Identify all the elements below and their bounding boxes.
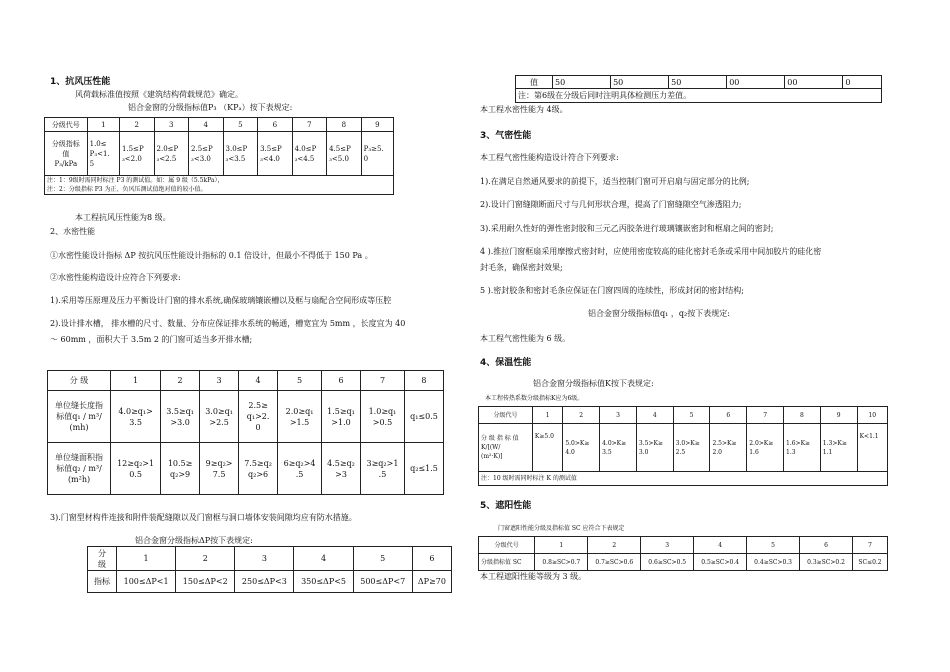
table-cell: 2.5≥ q₁>2. 0 [239,391,278,443]
header-cell: 3 [235,547,294,571]
header-cell: 6 [258,118,293,132]
table-caption: 铝合金窗分级指标值q₁ ，q₂按下表规定: [588,309,730,318]
table-note-row [479,472,888,486]
table-cell: SC≤0.2 [852,554,887,571]
header-cell: 4 [189,118,224,132]
header-cell: 2 [161,371,200,391]
paragraph: 封毛条，确保密封效果; [480,263,563,272]
table-caption: 门窗遮阳性能分级及指标值 SC 应符合下表规定 [498,525,625,532]
table-caption: 铝合金窗分级指标ΔP按下表规定: [135,536,253,545]
table-header-row [479,407,888,424]
table-cell: 4.0≥q₁> 3.5 [111,391,161,443]
table-cell: 3.5≥q₁ >3.0 [161,391,200,443]
table-row [48,443,444,495]
header-cell: 10 [857,407,887,424]
table-cell: 3.5>K≥ 3.0 [636,424,673,472]
table-cell: 2.0>K≥ 1.6 [747,424,784,472]
table-caption: 铝合金窗的分级指标值P₃ （KPₐ）按下表规定: [128,103,293,112]
table-cell: 3.0≥q₁ >2.5 [200,391,239,443]
table-cell: 1.0≥q₁ >0.5 [361,391,405,443]
header-cell: 3 [600,407,637,424]
header-cell: 5 [353,547,412,571]
table-cell: 3.0≤P ₃<3.5 [223,132,258,176]
table-cell: 4.5≤P ₃<5.0 [327,132,362,176]
header-cell: 分级代号 [479,407,533,424]
paragraph: 5 ).密封胶条和密封毛条应保证在门窗四周的连续性，形成封闭的密封结构; [480,286,744,295]
table-cell: 3≥q₂>1 .5 [361,443,405,495]
header-cell: 6 [800,537,853,554]
header-cell: 分 级 [88,547,117,571]
header-cell: 7 [852,537,887,554]
table-cell: 2.0≥q₁ >1.5 [278,391,322,443]
table-cell: 6≥q₂>4 .5 [278,443,322,495]
table-cell: 1.5≤P ₃<2.0 [120,132,155,176]
paragraph: 3).门窗型材构件连接和附件装配缝隙以及门窗框与洞口墙体安装间隙均应有防水措施。 [50,513,357,522]
table-cell: 1.6>K≥ 1.3 [784,424,821,472]
header-cell: 6 [412,547,451,571]
table-cell: 0.4≥SC>0.3 [747,554,800,571]
header-cell: 2 [563,407,600,424]
section-title-shading: 5、遮阳性能 [480,501,532,511]
table-header-row [88,547,452,571]
paragraph: 风荷载标准值按照《建筑结构荷载规范》确定。 [75,90,243,99]
header-cell: 1 [532,407,562,424]
header-cell: 4 [694,537,747,554]
table-note: 注：10 级时需同时标注 K 的测试值 [479,472,888,486]
header-cell: 4 [294,547,353,571]
wind-pressure-table [44,117,394,195]
section-title-wind: 1、抗风压性能 [50,77,111,87]
paragraph: 本工程气密性能构造设计符合下列要求: [480,153,619,162]
header-cell: 5 [747,537,800,554]
header-cell: 8 [404,371,443,391]
result-text: 本工程水密性能为 4级。 [480,105,568,114]
caption-note: 本工程传热系数分级指标K应为6级。 [485,395,584,402]
table-cell: 3.5≤P ₃<4.0 [258,132,293,176]
paragraph: 2).设计门窗缝隙断面尺寸与几何形状合理，提高了门窗缝隙空气渗透阻力; [480,200,742,209]
table-caption: 铝合金窗分级指标值K按下表规定: [533,379,654,388]
water-pressure-table-continued [515,75,882,103]
table-cell: 4.0≤P ₃<4.5 [292,132,327,176]
header-cell: 分级代号 [479,537,535,554]
table-cell: P₃≥5. 0 [361,132,393,176]
header-cell: 1 [111,371,161,391]
paragraph: 2).设计排水槽， 排水槽的尺寸、数量、分布应保证排水系统的畅通，槽宽宜为 5mm ，长度宜为 40 [50,319,406,328]
header-cell: 4 [239,371,278,391]
paragraph: ～ 60mm ，面积大于 3.5m 2 的门窗可适当多开排水槽; [50,335,253,344]
table-cell: 0.6≥SC>0.5 [641,554,694,571]
table-cell: 0.8≥SC>0.7 [535,554,588,571]
table-cell: 7.5≥q₂ q₂>6 [239,443,278,495]
row-label: 值 [516,76,553,89]
airtight-table [47,370,444,495]
result-text: 本工程抗风压性能为8 级。 [75,213,171,222]
table-cell: 100≤ΔP<1 [117,571,176,593]
table-note-row [516,89,882,103]
shading-table [478,536,888,571]
row-label: 分级指标值 SC [479,554,535,571]
table-cell: 50 [669,76,727,89]
table-header-row [479,537,888,554]
header-cell: 2 [176,547,235,571]
table-cell: 1.3>K≥ 1.1 [820,424,857,472]
table-row [48,391,444,443]
table-cell: K≥5.0 [532,424,562,472]
table-cell: 5.0>K≥ 4.0 [563,424,600,472]
table-header-row [48,371,444,391]
table-cell: 250≤ΔP<3 [235,571,294,593]
paragraph: 3).采用耐久性好的弹性密封胶和三元乙丙胶条进行玻璃镶嵌密封和框扇之间的密封; [480,224,774,233]
header-cell: 1 [87,118,119,132]
table-note-row [45,176,394,195]
table-cell: ΔP≥70 [412,571,451,593]
table-cell: 500≤ΔP<7 [353,571,412,593]
row-label: 分 级 指 标 值 K/[(W/ (m²·K)] [479,424,533,472]
water-pressure-table [87,546,452,593]
header-cell: 3 [200,371,239,391]
section-title-airtight: 3、气密性能 [480,131,532,141]
table-cell: K<1.1 [857,424,887,472]
header-cell: 8 [784,407,821,424]
table-cell: 4.5≥q₂ >3 [322,443,361,495]
header-cell: 3 [154,118,189,132]
table-row [479,554,888,571]
section-title-insulation: 4、保温性能 [480,358,532,368]
table-cell: 0.3≥SC>0.2 [800,554,853,571]
table-note: 注：1：9级时需同时标注 P3 的测试值。如：属 9 级（5.5kPa）， 注：2：分级指标 P3 为正、负风压测试值绝对值的较小值。 [45,176,394,195]
header-cell: 6 [322,371,361,391]
table-cell: 10.5≥ q₂>9 [161,443,200,495]
table-cell: 50 [611,76,669,89]
header-cell: 2 [588,537,641,554]
header-cell: 9 [820,407,857,424]
table-cell: q₁≤0.5 [404,391,443,443]
header-cell: 3 [641,537,694,554]
table-note: 注：第6级在分级后同时注明具体检测压力差值。 [516,89,882,103]
table-cell: 150≤ΔP<2 [176,571,235,593]
table-cell: 0.5≥SC>0.4 [694,554,747,571]
table-cell: 2.5≤P ₃<3.0 [189,132,224,176]
header-cell: 9 [361,118,393,132]
table-cell: q₂≤1.5 [404,443,443,495]
table-cell: 4.0>K≥ 3.5 [600,424,637,472]
table-row [479,424,888,472]
table-cell: 00 [785,76,843,89]
row-label: 单位缝长度指 标值q₁ / m³/ (mh) [48,391,111,443]
thermal-table [478,406,888,486]
header-cell: 7 [361,371,405,391]
paragraph: 1).在满足自然通风要求的前提下，适当控制门窗可开启扇与固定部分的比例; [480,177,750,186]
header-cell: 7 [292,118,327,132]
table-cell: 1.5≥q₁ >1.0 [322,391,361,443]
table-cell: 50 [553,76,611,89]
table-cell: 0.7≥SC>0.6 [588,554,641,571]
header-cell: 5 [673,407,710,424]
row-label: 指标 [88,571,117,593]
header-cell: 4 [636,407,673,424]
paragraph: 4 ).推拉门窗框扇采用摩擦式密封时，应使用密度较高的硅化密封毛条或采用中间加胶片的硅化密 [480,247,822,256]
table-cell: 0 [843,76,882,89]
table-cell: 12≥q₂>1 0.5 [111,443,161,495]
table-cell: 2.5>K≥ 2.0 [710,424,747,472]
header-cell: 分 级 [48,371,111,391]
header-cell: 5 [223,118,258,132]
paragraph: ②水密性能构造设计应符合下列要求: [50,273,181,282]
table-cell: 350≤ΔP<5 [294,571,353,593]
header-cell: 1 [535,537,588,554]
row-label: 分级指标 值 P₃/kPa [45,132,88,176]
paragraph: ①水密性能设计指标 ΔP 按抗风压性能设计指标的 0.1 倍设计，但最小不得低于 150 Pa 。 [50,251,373,260]
header-cell: 1 [117,547,176,571]
section-title-water: 2、水密性能 [50,227,96,236]
header-cell: 6 [710,407,747,424]
table-cell: 2.0≤P ₃<2.5 [154,132,189,176]
table-row [516,76,882,89]
row-label: 单位缝面积指 标值q₂ / m³/ (m²h) [48,443,111,495]
table-row [88,571,452,593]
result-text: 本工程遮阳性能等级为 3 级。 [480,572,587,581]
header-cell: 8 [327,118,362,132]
result-text: 本工程气密性能为 6 级。 [480,334,571,343]
table-header-row [45,118,394,132]
paragraph: 1).采用等压原理及压力平衡设计门窗的排水系统,确保玻璃镶嵌槽以及框与扇配合空间形成等压腔 [50,296,392,305]
table-cell: 9≥q₂> 7.5 [200,443,239,495]
table-cell: 1.0≤ P₃<1. 5 [87,132,119,176]
table-cell: 3.0>K≥ 2.5 [673,424,710,472]
header-cell: 2 [120,118,155,132]
header-cell: 7 [747,407,784,424]
header-cell: 分级代号 [45,118,88,132]
table-row [45,132,394,176]
header-cell: 5 [278,371,322,391]
table-cell: 00 [727,76,785,89]
